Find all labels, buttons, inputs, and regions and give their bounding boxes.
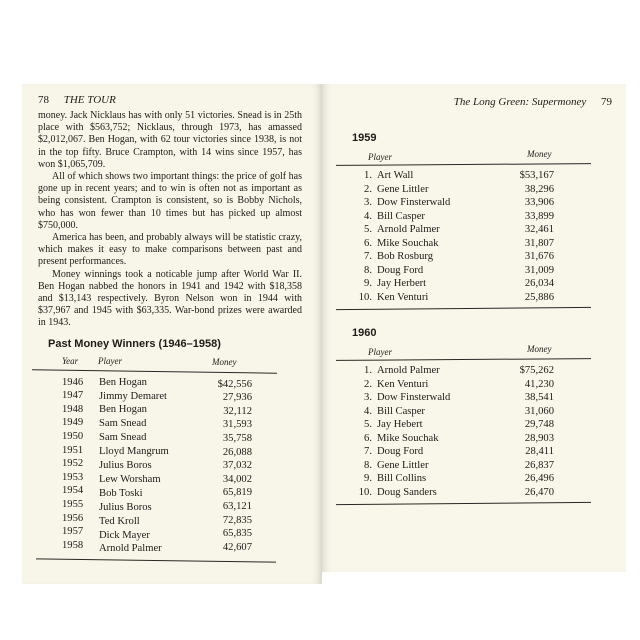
running-head-title: THE TOUR xyxy=(63,94,116,106)
money-cell: 33,906 xyxy=(524,197,554,208)
year-cell: 1954 xyxy=(62,485,84,497)
table-rule-top xyxy=(336,358,591,361)
year-cell: 1951 xyxy=(62,444,84,456)
player-cell: Gene Littler xyxy=(377,183,429,195)
year-cell: 1947 xyxy=(62,390,84,402)
player-cell: Ken Venturi xyxy=(377,378,429,390)
col-header-player: Player xyxy=(368,152,392,162)
player-cell: Jimmy Demaret xyxy=(99,390,167,402)
player-cell: Mike Souchak xyxy=(377,237,439,249)
player-cell: Dick Mayer xyxy=(99,529,150,541)
money-cell: 65,835 xyxy=(222,528,252,540)
player-cell: Dow Finsterwald xyxy=(377,197,451,208)
money-cell: $75,262 xyxy=(519,365,554,376)
money-cell: 65,819 xyxy=(222,487,252,499)
rank-cell: 7. xyxy=(364,251,372,262)
money-cell: 38,541 xyxy=(524,392,554,403)
rank-cell: 8. xyxy=(364,459,372,471)
player-cell: Dow Finsterwald xyxy=(377,392,451,403)
money-cell: 34,002 xyxy=(222,473,252,485)
running-head-right xyxy=(454,96,612,108)
table-title: 1959 xyxy=(352,132,377,144)
rank-cell: 3. xyxy=(364,392,372,403)
money-cell: 31,676 xyxy=(524,251,554,262)
rank-cell: 9. xyxy=(364,473,372,484)
paragraph: money. Jack Nicklaus has with only 51 victories. Snead is in 25th place with $563,752; Nicklaus, through 1973, has amassed $2,012,067. Ben Hogan, with 62 tour victories since 1938, is not in the top fifty. Bruce Crampton, with 14 wins since 1957, has won $1,065,709. xyxy=(38,110,302,170)
rank-cell: 8. xyxy=(364,264,372,276)
year-cell: 1955 xyxy=(62,499,84,511)
col-header-money: Money xyxy=(527,149,552,159)
left-page xyxy=(22,84,322,584)
player-cell: Bill Casper xyxy=(377,210,425,222)
running-head-left xyxy=(38,94,116,106)
player-cell: Doug Ford xyxy=(377,446,424,457)
money-cell: 42,607 xyxy=(222,541,252,553)
paragraph: Money winnings took a noticable jump after World War II. Ben Hogan nabbed the honors in 1941 and 1942 with $18,358 and $13,143 respectively. Byron Nelson won in 1944 with $37,967 and 1945 with $63,335. War-bond prizes were awarded in 1943. xyxy=(38,268,302,329)
money-cell: 26,837 xyxy=(524,459,554,471)
body-text xyxy=(38,110,302,330)
player-cell: Arnold Palmer xyxy=(99,543,162,555)
money-cell: 31,009 xyxy=(524,264,554,276)
player-cell: Sam Snead xyxy=(99,432,147,444)
money-cell: 37,032 xyxy=(222,460,252,472)
col-header-money: Money xyxy=(212,356,237,367)
money-cell: 35,758 xyxy=(222,433,252,445)
player-cell: Lew Worsham xyxy=(99,473,161,485)
rank-cell: 3. xyxy=(364,197,372,208)
money-cell: 29,748 xyxy=(524,419,554,430)
rank-cell: 6. xyxy=(364,432,372,444)
player-cell: Jay Hebert xyxy=(377,419,423,430)
money-cell: 32,461 xyxy=(524,224,554,235)
money-cell: 26,088 xyxy=(222,446,252,458)
rank-cell: 9. xyxy=(364,278,372,289)
year-cell: 1946 xyxy=(62,376,84,388)
table-rule-top xyxy=(32,369,277,374)
money-cell: 38,296 xyxy=(524,183,554,195)
player-cell: Mike Souchak xyxy=(377,432,439,444)
rank-cell: 7. xyxy=(364,446,372,457)
player-cell: Ted Kroll xyxy=(99,515,140,527)
money-cell: 33,899 xyxy=(524,210,554,222)
player-cell: Ben Hogan xyxy=(99,404,147,416)
table-title: Past Money Winners (1946–1958) xyxy=(48,337,221,350)
player-cell: Arnold Palmer xyxy=(377,224,440,235)
money-cell: 72,835 xyxy=(222,514,252,526)
money-cell: 28,903 xyxy=(524,432,554,444)
rank-cell: 4. xyxy=(364,210,372,222)
rank-cell: 6. xyxy=(364,237,372,249)
col-header-player: Player xyxy=(98,355,122,366)
player-cell: Ken Venturi xyxy=(377,291,429,303)
rank-cell: 5. xyxy=(364,419,372,430)
year-cell: 1958 xyxy=(62,539,84,551)
running-head-title: The Long Green: Supermoney xyxy=(453,96,587,108)
col-header-money: Money xyxy=(527,344,552,354)
year-cell: 1957 xyxy=(62,526,84,538)
money-cell: 63,121 xyxy=(222,501,252,513)
money-cell: 25,886 xyxy=(524,291,554,303)
year-cell: 1949 xyxy=(62,417,84,429)
player-cell: Doug Sanders xyxy=(377,486,437,498)
rank-cell: 2. xyxy=(364,183,372,195)
rank-cell: 1. xyxy=(364,170,372,181)
player-cell: Ben Hogan xyxy=(99,376,147,388)
right-page xyxy=(322,84,626,572)
rank-cell: 5. xyxy=(364,224,372,235)
player-cell: Bob Rosburg xyxy=(377,251,434,262)
col-header-year: Year xyxy=(62,355,79,366)
money-cell: 26,034 xyxy=(524,278,554,289)
rank-cell: 10. xyxy=(358,291,372,303)
player-cell: Bill Collins xyxy=(377,473,427,484)
table-rule-bottom xyxy=(336,307,591,311)
money-cell: $42,556 xyxy=(217,378,252,390)
rank-cell: 10. xyxy=(358,486,372,498)
money-cell: 31,807 xyxy=(524,237,554,249)
year-cell: 1950 xyxy=(62,431,84,443)
paragraph: America has been, and probably always will be statistic crazy, which makes it easy to make comparisons between past and present performances. xyxy=(38,232,302,268)
player-cell: Arnold Palmer xyxy=(377,365,440,376)
money-cell: 26,496 xyxy=(524,473,554,484)
page-number: 79 xyxy=(601,96,612,108)
money-cell: 41,230 xyxy=(524,378,554,390)
paragraph: All of which shows two important things: the price of golf has gone up in recent years; and to win is often not as important as being consistent. Crampton is consistent, so is Bobby Nichols, who has won fewer than 10 times but has picked up almost $750,000. xyxy=(38,171,302,231)
money-cell: 32,112 xyxy=(223,405,252,417)
past-money-winners-table xyxy=(38,338,302,564)
player-cell: Julius Boros xyxy=(99,501,152,513)
table-rule-top xyxy=(336,163,591,166)
rank-cell: 1. xyxy=(364,365,372,376)
money-cell: 31,593 xyxy=(222,419,252,431)
player-cell: Jay Herbert xyxy=(377,278,427,289)
player-cell: Sam Snead xyxy=(99,418,147,430)
year-cell: 1952 xyxy=(62,458,84,470)
left-page-content xyxy=(38,110,302,564)
table-rule-bottom xyxy=(36,558,276,563)
player-cell: Lloyd Mangrum xyxy=(99,446,169,458)
money-cell: $53,167 xyxy=(519,170,554,181)
player-cell: Gene Littler xyxy=(377,459,429,471)
player-cell: Julius Boros xyxy=(99,460,152,472)
money-cell: 26,470 xyxy=(524,486,554,498)
money-cell: 31,060 xyxy=(524,405,554,417)
player-cell: Bob Toski xyxy=(99,487,143,499)
year-cell: 1953 xyxy=(62,471,84,483)
table-title: 1960 xyxy=(352,327,377,339)
money-cell: 28,411 xyxy=(525,446,554,457)
player-cell: Bill Casper xyxy=(377,405,425,417)
player-cell: Doug Ford xyxy=(377,264,424,276)
year-cell: 1948 xyxy=(62,403,84,415)
money-cell: 27,936 xyxy=(222,392,252,404)
player-cell: Art Wall xyxy=(377,170,414,181)
page-number: 78 xyxy=(38,94,49,106)
rank-cell: 4. xyxy=(364,405,372,417)
year-cell: 1956 xyxy=(62,512,84,524)
table-rule-bottom xyxy=(336,502,591,506)
rank-cell: 2. xyxy=(364,378,372,390)
col-header-player: Player xyxy=(368,347,392,357)
